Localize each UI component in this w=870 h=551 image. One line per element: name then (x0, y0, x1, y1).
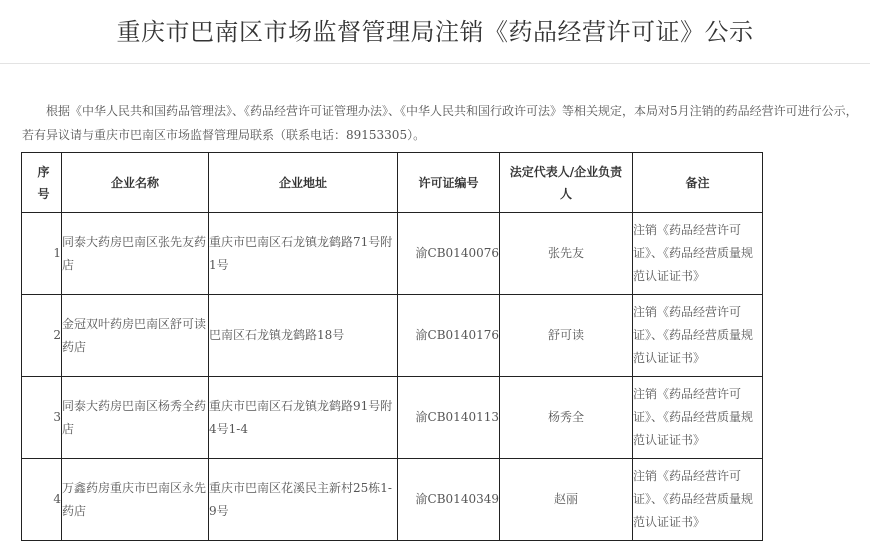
cell-name: 万鑫药房重庆市巴南区永先药店 (62, 459, 209, 541)
header-no-label: 序号 (37, 164, 50, 201)
revocation-table (21, 152, 763, 541)
cell-no: 2 (22, 295, 62, 377)
cell-no: 1 (22, 213, 62, 295)
cell-name: 同泰大药房巴南区张先友药店 (62, 213, 209, 295)
cell-license: 渝CB0140176 (398, 295, 500, 377)
header-representative: 法定代表人/企业负责人 (500, 153, 633, 213)
intro-paragraph: 根据《中华人民共和国药品管理法》、《药品经营许可证管理办法》、《中华人民共和国行政许可法》等相关规定，本局对5月注销的药品经营许可进行公示，若有异议请与重庆市巴南区市场监督管理局联系（联系电话：89153305）。 (22, 104, 858, 142)
cell-license: 渝CB0140349 (398, 459, 500, 541)
cell-address: 重庆市巴南区石龙镇龙鹤路91号附4号1-4 (209, 377, 398, 459)
header-remark: 备注 (633, 153, 763, 213)
cell-remark: 注销《药品经营许可证》、《药品经营质量规范认证证书》 (633, 377, 763, 459)
cell-name: 金冠双叶药房巴南区舒可读药店 (62, 295, 209, 377)
cell-remark: 注销《药品经营许可证》、《药品经营质量规范认证证书》 (633, 295, 763, 377)
cell-representative: 赵丽 (500, 459, 633, 541)
cell-representative: 张先友 (500, 213, 633, 295)
cell-name: 同泰大药房巴南区杨秀全药店 (62, 377, 209, 459)
cell-license: 渝CB0140113 (398, 377, 500, 459)
header-address: 企业地址 (209, 153, 398, 213)
table-header-row (22, 153, 763, 213)
header-license: 许可证编号 (398, 153, 500, 213)
header-name: 企业名称 (62, 153, 209, 213)
cell-license: 渝CB0140076 (398, 213, 500, 295)
cell-address: 巴南区石龙镇龙鹤路18号 (209, 295, 398, 377)
table-row (22, 295, 763, 377)
cell-representative: 舒可读 (500, 295, 633, 377)
cell-no: 4 (22, 459, 62, 541)
cell-representative: 杨秀全 (500, 377, 633, 459)
table-row (22, 377, 763, 459)
table-row (22, 213, 763, 295)
cell-address: 重庆市巴南区花溪民主新村25栋1-9号 (209, 459, 398, 541)
cell-remark: 注销《药品经营许可证》、《药品经营质量规范认证证书》 (633, 459, 763, 541)
header-no (22, 153, 62, 213)
table-row (22, 459, 763, 541)
cell-address: 重庆市巴南区石龙镇龙鹤路71号附1号 (209, 213, 398, 295)
cell-no: 3 (22, 377, 62, 459)
cell-remark: 注销《药品经营许可证》、《药品经营质量规范认证证书》 (633, 213, 763, 295)
title-divider (0, 63, 870, 64)
page-title: 重庆市巴南区市场监督管理局注销《药品经营许可证》公示 (116, 18, 754, 46)
